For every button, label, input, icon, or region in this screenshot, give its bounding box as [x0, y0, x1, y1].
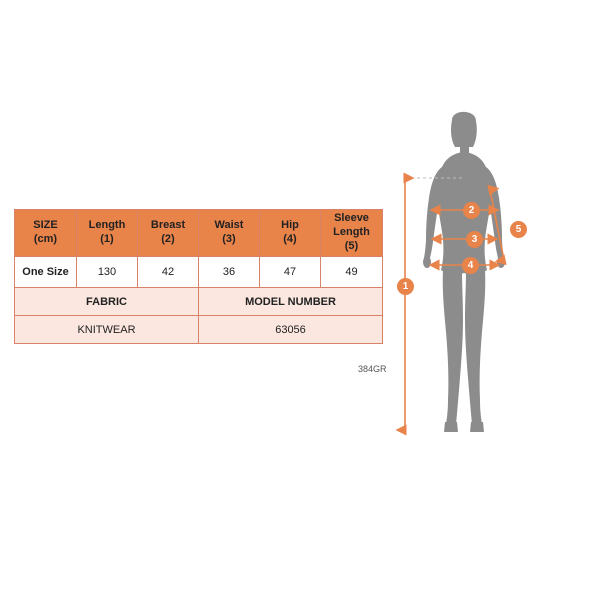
measure-badge-1: 1 [397, 278, 414, 295]
measure-badge-5: 5 [510, 221, 527, 238]
cell-length: 130 [77, 257, 138, 288]
column-header-size-line2: (cm) [33, 233, 58, 245]
cell-fabric-value: KNITWEAR [15, 316, 199, 344]
column-header-hip [260, 210, 321, 257]
subheader-fabric: FABRIC [15, 288, 199, 316]
cell-breast: 42 [138, 257, 199, 288]
table-subvalue-row [15, 316, 383, 344]
column-header-breast [138, 210, 199, 257]
column-header-length-line2: (1) [100, 233, 114, 245]
cell-size: One Size [15, 257, 77, 288]
subheader-model-number: MODEL NUMBER [199, 288, 383, 316]
measure-badge-4: 4 [462, 257, 479, 274]
size-chart-table [14, 209, 383, 344]
table-header-row [15, 210, 383, 257]
measure-badge-2: 2 [463, 202, 480, 219]
measurement-figure [390, 110, 590, 470]
female-figure-illustration [390, 110, 590, 470]
column-header-hip-line2: (4) [283, 233, 297, 245]
cell-sleeve-length: 49 [321, 257, 383, 288]
table-subheader-row [15, 288, 383, 316]
column-header-sleeve-line1: Sleeve [334, 212, 369, 225]
column-header-waist [199, 210, 260, 257]
measure-badge-3: 3 [466, 231, 483, 248]
column-header-length [77, 210, 138, 257]
column-header-waist-line2: (3) [222, 233, 236, 245]
column-header-sleeve-length [321, 210, 383, 257]
product-code-label: 384GR [358, 364, 387, 374]
cell-model-number-value: 63056 [199, 316, 383, 344]
column-header-sleeve-line3: (5) [344, 239, 359, 252]
table-row [15, 257, 383, 288]
column-header-size [15, 210, 77, 257]
column-header-breast-line1: Breast [150, 219, 186, 232]
cell-hip: 47 [260, 257, 321, 288]
column-header-waist-line1: Waist [214, 219, 244, 232]
column-header-size-line1: SIZE [33, 219, 58, 232]
cell-waist: 36 [199, 257, 260, 288]
column-header-length-line1: Length [88, 219, 126, 232]
column-header-hip-line1: Hip [281, 219, 299, 232]
column-header-sleeve-line2: Length [333, 226, 370, 239]
column-header-breast-line2: (2) [161, 233, 175, 245]
